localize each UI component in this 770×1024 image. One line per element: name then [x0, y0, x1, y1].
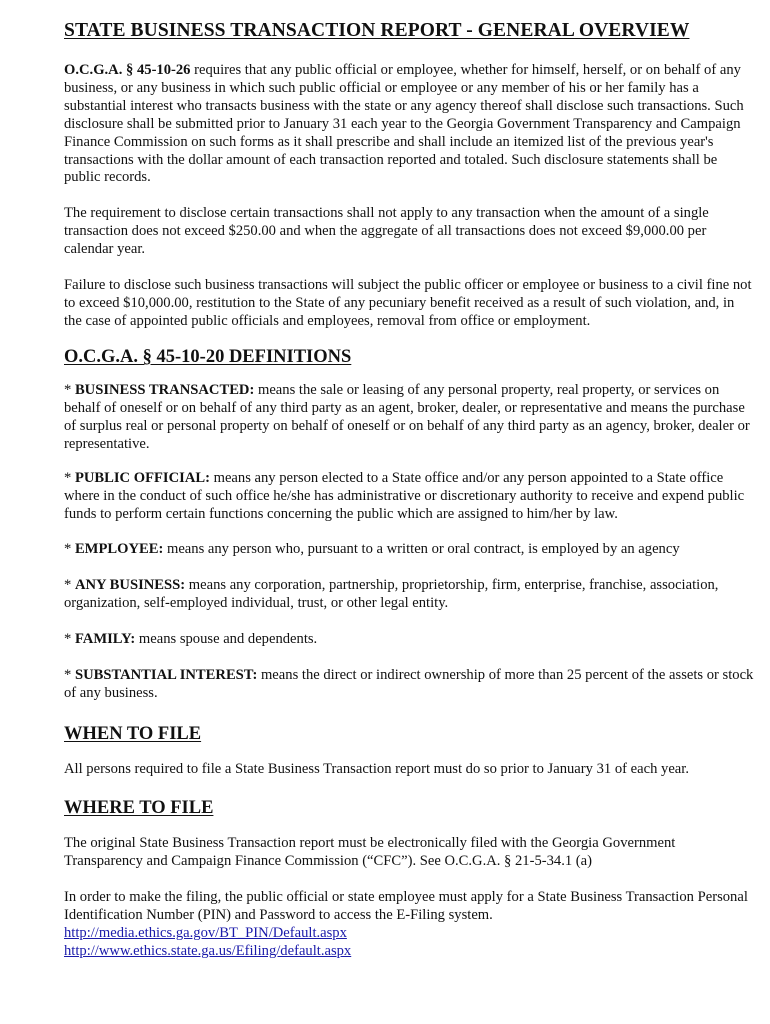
overview-paragraph-2: The requirement to disclose certain transactions shall not apply to any transaction when the amount of a single transaction does not exceed $250.00 and when the aggregate of all transactions does not exceed $9,000.00 per calendar year. — [64, 205, 709, 258]
page-title: STATE BUSINESS TRANSACTION REPORT - GENERAL OVERVIEW — [64, 20, 690, 41]
definition-public-official: * PUBLIC OFFICIAL: means any person elected to a State office and/or any person appointed to a State office where in the conduct of such office he/she has administrative or discretionary authority to receive and expend public funds to perform certain functions concerning the public which are assigned to him/her by law. — [64, 470, 745, 523]
overview-paragraph-1: O.C.G.A. § 45-10-26 requires that any public official or employee, whether for himself, herself, or on behalf of any business, or any business in which such public official or employee or any member of his or her family has a substantial interest who transacts business with the state or any agency thereof shall disclose such transactions. Such disclosure shall be submitted prior to January 31 each year to the Georgia Government Transparency and Campaign Finance Commission on such forms as it shall prescribe and shall include an itemized list of the previous year's transactions with the dollar amount of each transaction reported and totaled. Such disclosure statements shall be public records. — [64, 62, 744, 186]
overview-paragraph-3: Failure to disclose such business transactions will subject the public officer or employee or business to a civil fine not to exceed $10,000.00, restitution to the State of any pecuniary benefit received as a result of such violation, and, in the case of appointed public officials and employees, removal from office or employment. — [64, 277, 752, 329]
definition-family: * FAMILY: means spouse and dependents. — [64, 630, 318, 647]
efiling-link[interactable]: http://www.ethics.state.ga.us/Efiling/default.aspx — [64, 943, 352, 959]
definition-substantial-interest: * SUBSTANTIAL INTEREST: means the direct or indirect ownership of more than 25 percent of the assets or stock of any business. — [64, 666, 754, 701]
where-to-file-paragraph-2: In order to make the filing, the public official or state employee must apply for a State Business Transaction Personal Identification Number (PIN) and Password to access the E-Filing system. — [64, 889, 748, 924]
definitions-heading: O.C.G.A. § 45-10-20 DEFINITIONS — [64, 346, 352, 367]
definition-any-business: * ANY BUSINESS: means any corporation, partnership, proprietorship, firm, enterprise, franchise, association, organization, self-employed individual, trust, or other legal entity. — [64, 577, 719, 611]
document-content — [64, 16, 754, 961]
definition-employee: * EMPLOYEE: means any person who, pursuant to a written or oral contract, is employed by an agency — [64, 541, 680, 558]
when-to-file-heading: WHEN TO FILE — [64, 723, 202, 744]
definition-business-transacted: * BUSINESS TRANSACTED: means the sale or leasing of any personal property, real property, or services on behalf of oneself or on behalf of any third party as an agent, broker, dealer, or representative and means the purchase of surplus real or personal property on behalf of oneself or on behalf of any third party as an agency, broker, dealer or representative. — [64, 381, 750, 452]
where-to-file-heading: WHERE TO FILE — [64, 798, 214, 819]
statute-citation: O.C.G.A. § 45-10-26 — [64, 62, 191, 78]
when-to-file-text: All persons required to file a State Business Transaction report must do so prior to January 31 of each year. — [64, 760, 689, 777]
where-to-file-paragraph-1: The original State Business Transaction report must be electronically filed with the Georgia Government Transparency and Campaign Finance Commission (“CFC”). See O.C.G.A. § 21-5-34.1 (a) — [64, 835, 676, 870]
pin-application-link[interactable]: http://media.ethics.ga.gov/BT_PIN/Default.aspx — [64, 925, 347, 942]
